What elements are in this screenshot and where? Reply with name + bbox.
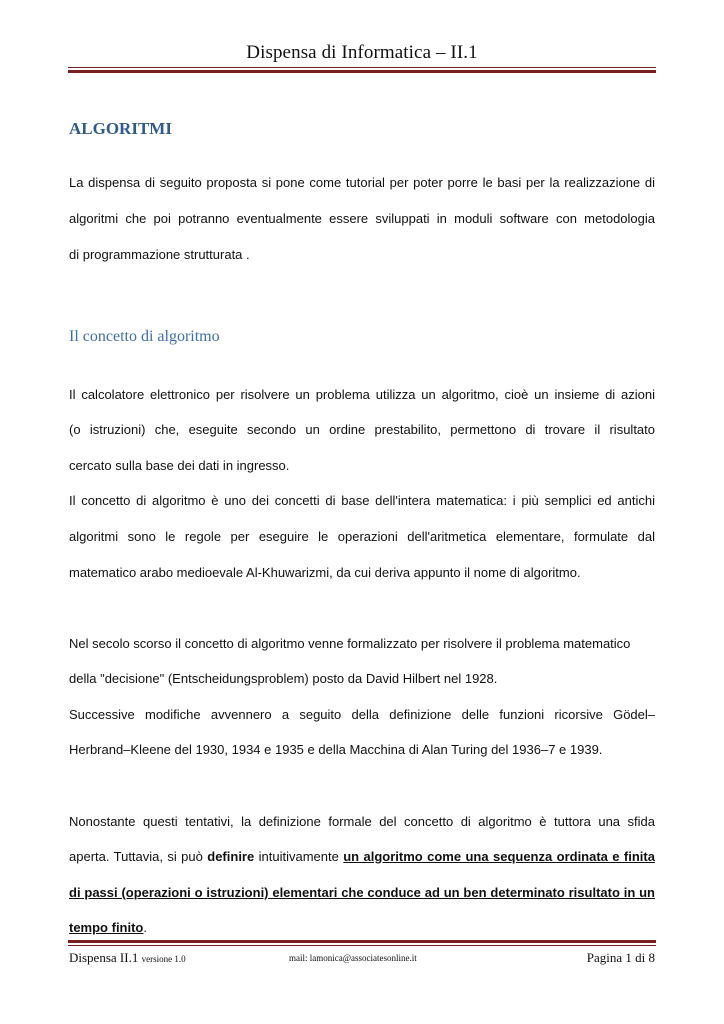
p5-line-2 [69,848,655,866]
p5-line-3 [69,884,655,902]
header-rule-thin [68,67,656,68]
footer-doc-title: Dispensa II.1 [69,950,139,965]
p4-line-1: Successive modifiche avvennero a seguito della definizione delle funzioni ricorsive Gödel– [69,707,655,722]
p5-line-4-period: . [143,920,148,935]
p5-line-2-text-c: intuitivamente [254,849,344,864]
p5-line-4 [69,919,655,937]
footer-doc-name [69,950,186,966]
header-rule-thick [68,70,656,73]
heading-concetto-algoritmo: Il concetto di algoritmo [69,328,220,345]
footer-page-number: Pagina 1 di 8 [586,950,655,965]
p2-line-1: Il concetto di algoritmo è uno dei concetti di base dell'intera matematica: i più semplici ed antichi [69,493,655,508]
footer-version: versione 1.0 [141,954,186,964]
p4-line-2: Herbrand–Kleene del 1930, 1934 e 1935 e della Macchina di Alan Turing del 1936–7 e 1939. [69,742,603,757]
intro-line-1: La dispensa di seguito proposta si pone come tutorial per poter porre le basi per la realizzazione di [69,175,655,190]
p1-line-3: cercato sulla base dei dati in ingresso. [69,458,290,473]
intro-line-2: algoritmi che poi potranno eventualmente essere sviluppati in moduli software con metodologia [69,211,655,226]
footer-rule-thick [68,940,656,943]
emphasis-definire: definire [207,849,255,864]
p2-line-2: algoritmi sono le regole per eseguire le operazioni dell'aritmetica elementare, formulate dal [69,529,655,544]
footer-mail: mail: lamonica@associatesonline.it [289,953,417,963]
p5-line-2-text-a: aperta. Tuttavia, si può [69,849,208,864]
p3-line-2: della "decisione" (Entscheidungsproblem) posto da David Hilbert nel 1928. [69,671,498,686]
intro-line-3: di programmazione strutturata . [69,247,250,262]
p5-line-1: Nonostante questi tentativi, la definizione formale del concetto di algoritmo è tuttora una sfida [69,814,655,829]
p1-line-1: Il calcolatore elettronico per risolvere un problema utilizza un algoritmo, cioè un insieme di azioni [69,387,655,402]
footer-rule-thin [68,945,656,946]
definition-underlined-2: di passi (operazioni o istruzioni) elementari che conduce ad un ben determinato risultato in un [69,885,655,900]
definition-underlined-3: tempo finito [69,920,144,935]
p3-line-1: Nel secolo scorso il concetto di algoritmo venne formalizzato per risolvere il problema matematico [69,636,631,651]
page-header-title: Dispensa di Informatica – II.1 [246,42,478,63]
p1-line-2: (o istruzioni) che, eseguite secondo un ordine prestabilito, permettono di trovare il risultato [69,422,655,437]
p2-line-3: matematico arabo medioevale Al-Khuwarizmi, da cui deriva appunto il nome di algoritmo. [69,565,581,580]
heading-algoritmi: ALGORITMI [69,119,172,138]
definition-underlined-1: un algoritmo come una sequenza ordinata e finita [343,849,655,864]
